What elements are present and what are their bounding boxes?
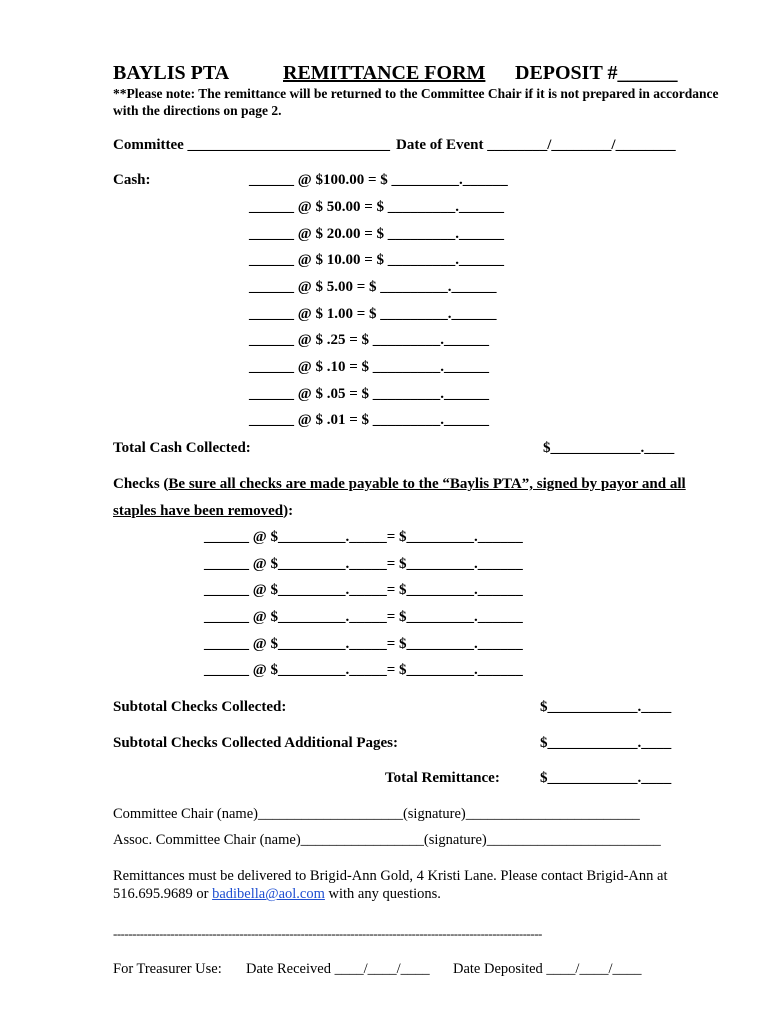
check-row-1[interactable]: ______ @ $_________._____= $_________.______ <box>204 529 523 545</box>
check-row-3[interactable]: ______ @ $_________._____= $_________.______ <box>204 582 523 598</box>
org-name: BAYLIS PTA <box>113 62 230 84</box>
checks-prefix: Checks ( <box>113 476 169 492</box>
note-line-1: **Please note: The remittance will be returned to the Committee Chair if it is not prepared in accordance <box>113 86 719 101</box>
committee-chair-signature[interactable]: Committee Chair (name)____________________(signature)________________________ <box>113 806 640 822</box>
checks-instruction-1: Be sure all checks are made payable to the “Baylis PTA”, signed by payor and all <box>168 476 686 492</box>
total-remittance-label: Total Remittance: <box>385 770 500 786</box>
cash-row-penny[interactable]: ______ @ $ .01 = $ _________.______ <box>249 412 489 428</box>
total-cash-label: Total Cash Collected: <box>113 440 251 456</box>
delivery-line-1: Remittances must be delivered to Brigid-Ann Gold, 4 Kristi Lane. Please contact Brigid-Ann at <box>113 868 668 884</box>
delivery-suffix: with any questions. <box>324 886 441 902</box>
subtotal-checks-label: Subtotal Checks Collected: <box>113 699 287 715</box>
separator-line: ---------------------------------------------------------------------------------------------------------------- <box>113 926 542 941</box>
date-deposited-field[interactable]: Date Deposited ____/____/____ <box>453 961 642 977</box>
delivery-phone: 516.695.9689 or <box>113 886 213 902</box>
total-cash-field[interactable]: $____________.____ <box>543 440 675 456</box>
cash-row-50[interactable]: ______ @ $ 50.00 = $ _________.______ <box>249 199 504 215</box>
subtotal-additional-field[interactable]: $____________.____ <box>540 735 672 751</box>
note-line-2: with the directions on page 2. <box>113 103 282 118</box>
check-row-4[interactable]: ______ @ $_________._____= $_________.______ <box>204 609 523 625</box>
check-row-5[interactable]: ______ @ $_________._____= $_________.______ <box>204 636 523 652</box>
form-title: REMITTANCE FORM <box>283 62 486 84</box>
cash-row-100[interactable]: ______ @ $100.00 = $ _________.______ <box>249 172 508 188</box>
delivery-line-2 <box>113 886 441 903</box>
assoc-chair-signature[interactable]: Assoc. Committee Chair (name)_________________(signature)________________________ <box>113 832 661 848</box>
checks-suffix: ): <box>283 503 294 519</box>
contact-email-link[interactable]: badibella@aol.com <box>212 886 325 902</box>
cash-row-quarter[interactable]: ______ @ $ .25 = $ _________.______ <box>249 332 489 348</box>
total-remittance-field[interactable]: $____________.____ <box>540 770 672 786</box>
check-row-2[interactable]: ______ @ $_________._____= $_________.______ <box>204 556 523 572</box>
date-received-field[interactable]: Date Received ____/____/____ <box>246 961 430 977</box>
cash-label: Cash: <box>113 172 151 188</box>
committee-field[interactable]: Committee ___________________________ <box>113 137 391 153</box>
checks-instruction-line-1 <box>113 476 686 493</box>
cash-row-5[interactable]: ______ @ $ 5.00 = $ _________.______ <box>249 279 497 295</box>
subtotal-additional-label: Subtotal Checks Collected Additional Pages: <box>113 735 399 751</box>
cash-row-dime[interactable]: ______ @ $ .10 = $ _________.______ <box>249 359 489 375</box>
cash-row-nickel[interactable]: ______ @ $ .05 = $ _________.______ <box>249 386 489 402</box>
deposit-number: DEPOSIT #______ <box>515 62 678 84</box>
cash-row-20[interactable]: ______ @ $ 20.00 = $ _________.______ <box>249 226 504 242</box>
check-row-6[interactable]: ______ @ $_________._____= $_________.______ <box>204 662 523 678</box>
checks-instruction-2: staples have been removed <box>113 503 284 519</box>
subtotal-checks-field[interactable]: $____________.____ <box>540 699 672 715</box>
checks-instruction-line-2 <box>113 503 293 520</box>
event-date-field[interactable]: Date of Event ________/________/________ <box>396 137 676 153</box>
cash-row-10[interactable]: ______ @ $ 10.00 = $ _________.______ <box>249 252 504 268</box>
cash-row-1[interactable]: ______ @ $ 1.00 = $ _________.______ <box>249 306 497 322</box>
treasurer-label: For Treasurer Use: <box>113 961 222 977</box>
